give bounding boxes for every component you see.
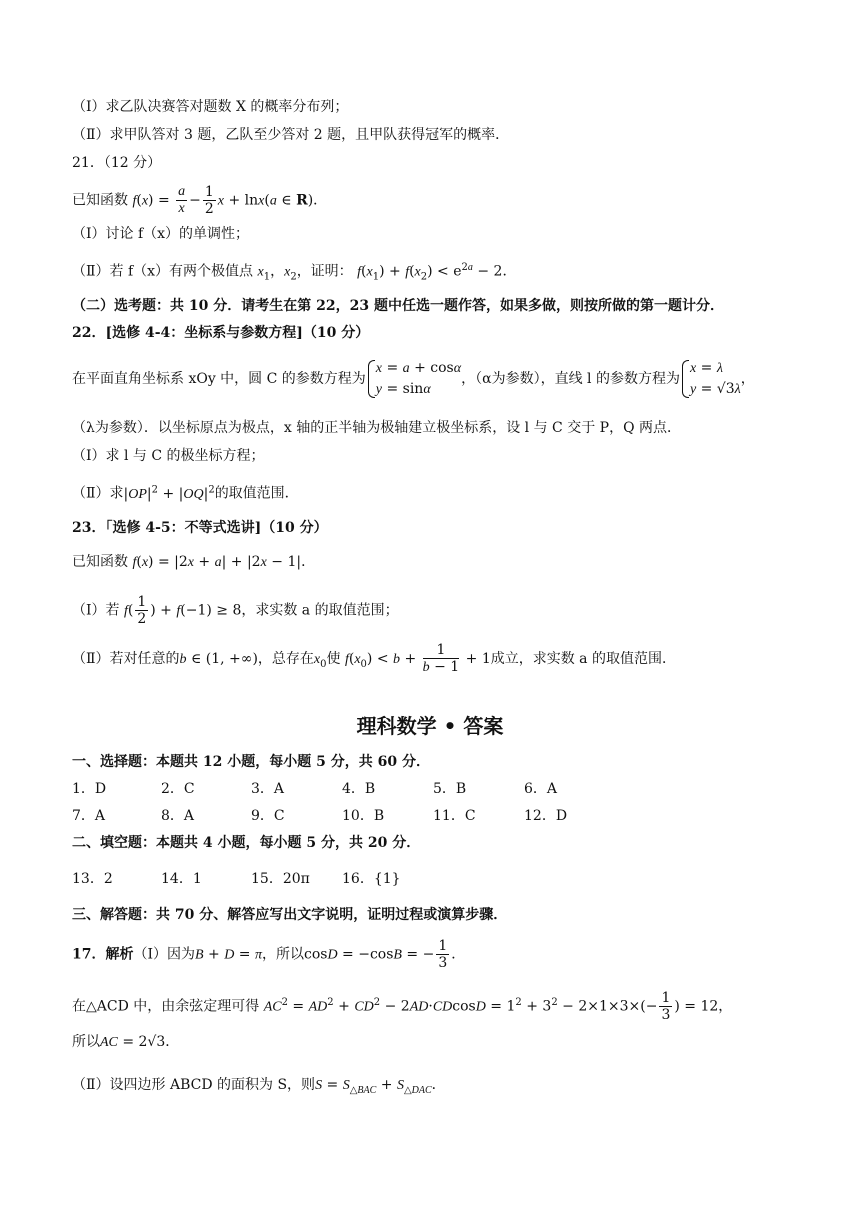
q17-line2: 在△ACD 中，由余弦定理可得 $AC^2 = AD^2 + CD^2 - 2AD\cdot CDcosD = 1^2 + 3^2 - 2\times 1\times 3\times(-$ $\frac{1}{3}$ ) = 12， <box>72 990 733 1023</box>
q17-part1: 17．解析（Ⅰ）因为B + D = π，所以cosD = −cosB = − $\frac{1}{3}$ ． <box>72 938 466 971</box>
choice-answer: 7．A <box>72 808 106 824</box>
fill-answer: 15．20π <box>251 871 310 887</box>
q17-part2-text: （Ⅱ）设四边形 ABCD 的面积为 S，则 <box>72 1077 316 1093</box>
choice-answer: 2．C <box>161 781 195 797</box>
q23-part1: （Ⅰ）若 f( $\frac{1}{2}$ ) + f(−1) ≥ 8，求实数 a 的取值范围； <box>72 594 399 627</box>
q17-part1-text-b: ，所以 <box>262 946 304 963</box>
fill-answer: 14．1 <box>161 871 202 887</box>
choice-answer: 9．C <box>251 808 285 824</box>
choice-answer: 1．D <box>72 781 107 797</box>
choice-answer: 5．B <box>433 781 467 797</box>
q22-part2-text-b: 的取值范围． <box>214 485 299 502</box>
q23-part2-text-c: 使 <box>326 651 341 667</box>
choice-answer: 6．A <box>524 781 558 797</box>
q22-expression: $|OP|^2 + |OQ|^2$ <box>123 484 215 502</box>
choice-answer: 8．A <box>161 808 195 824</box>
q23-part2: （Ⅱ）若对任意的b ∈ (1, +∞)，总存在$x_0$使 $f(x_0) < b$ + $\frac{1}{b - 1}$ + 1成立，求实数 a 的取值范围． <box>72 642 676 675</box>
q23-part2-text-d: 成立，求实数 a 的取值范围． <box>490 651 676 667</box>
q21-part2: （Ⅱ）若 f（x）有两个极值点 $x_1$，$x_2$，证明： $f(x_1) + f(x_2) < e^{2a} - 2$． <box>72 262 517 283</box>
q21-part1: （Ⅰ）讨论 f（x）的单调性； <box>72 226 250 242</box>
q21-intro-text: 已知函数 <box>72 192 128 209</box>
choice-answer: 3．A <box>251 781 285 797</box>
q23-part1-text-a: （Ⅰ）若 <box>72 602 120 619</box>
q23-intro-text: 已知函数 <box>72 554 128 570</box>
choice-answer: 10．B <box>342 808 385 824</box>
answer-title: 理科数学 • 答案 <box>356 714 504 738</box>
q20-part1: （Ⅰ）求乙队决赛答对题数 X 的概率分布列； <box>72 99 349 115</box>
circle-parametric-equation: x = a + cosα y = sinα <box>366 358 461 400</box>
q22-part2-text-a: （Ⅱ）求 <box>72 485 124 502</box>
q23-function-formula: f <box>132 555 137 570</box>
fill-answer-label: 16． <box>342 871 374 887</box>
q22-line2: （λ为参数）．以坐标原点为极点，x 轴的正半轴为极轴建立极坐标系，设 l 与 C 交于 P，Q 两点． <box>72 420 682 436</box>
q23-part1-text-b: ，求实数 a 的取值范围； <box>241 602 399 619</box>
line-parametric-equation: x = λ y = √3λ <box>680 358 741 400</box>
choice-answer: 11．C <box>433 808 476 824</box>
q22-intro: 在平面直角坐标系 xOy 中，圆 C 的参数方程为 x = a + cosα y = sinα ，（α为参数），直线 l 的参数方程为 x = λ y = √3λ ， <box>72 358 755 400</box>
solution-section-heading: 三、解答题：共 70 分、解答应写出文字说明，证明过程或演算步骤． <box>72 907 508 923</box>
q17-line3-text: 所以 <box>72 1034 100 1050</box>
q21-function-formula: f <box>132 193 137 209</box>
q23-part2-text-b: ，总存在 <box>257 651 314 667</box>
q21-part2-text-a: （Ⅱ）若 f（x）有两个极值点 <box>72 263 254 280</box>
q22-part2 <box>72 480 299 505</box>
q17-line3: 所以AC = 2√3． <box>72 1034 180 1050</box>
q17-part2: （Ⅱ）设四边形 ABCD 的面积为 S，则$S = S_{\triangle BAC} + S_{\triangle DAC}$． <box>72 1077 446 1096</box>
q21-part2-text-b: ，证明： <box>296 263 353 280</box>
q17-label: 17．解析 <box>72 946 134 963</box>
q23-intro: 已知函数 f(x) = |2x + a| + |2x − 1|． <box>72 554 316 570</box>
q21-inequality: f <box>357 264 362 280</box>
q22-part1: （Ⅰ）求 l 与 C 的极坐标方程； <box>72 448 265 464</box>
q17-part1-text-a: （Ⅰ）因为 <box>133 946 196 963</box>
fill-answer: 13．2 <box>72 871 113 887</box>
fill-section-heading: 二、填空题：本题共 4 小题，每小题 5 分，共 20 分． <box>72 835 421 851</box>
q23-part2-text-a: （Ⅱ）若对任意的 <box>72 651 180 667</box>
q22-intro-text-b: ，（α为参数），直线 l 的参数方程为 <box>461 371 680 387</box>
choice-answer: 12．D <box>524 808 568 824</box>
q23-header: 23．「选修 4-5：不等式选讲]（10 分） <box>72 520 328 536</box>
q22-intro-text-a: 在平面直角坐标系 xOy 中，圆 C 的参数方程为 <box>72 371 366 387</box>
q17-line2-text: 在△ACD 中，由余弦定理可得 <box>72 998 260 1015</box>
choice-answer: 4．B <box>342 781 376 797</box>
q20-part2: （Ⅱ）求甲队答对 3 题，乙队至少答对 2 题，且甲队获得冠军的概率． <box>72 127 510 143</box>
fill-answer <box>342 869 401 889</box>
q21-header: 21．（12 分） <box>72 155 162 171</box>
q21-intro: 已知函数 f(x) = $\frac{a}{x}$ − $\frac{1}{2}$ x + lnx(a ∈ R)． <box>72 184 328 217</box>
choice-section-heading: 一、选择题：本题共 12 小题，每小题 5 分，共 60 分． <box>72 754 430 770</box>
fill-answer-set: {1} <box>373 871 401 887</box>
elective-section-heading: （二）选考题：共 10 分．请考生在第 22，23 题中任选一题作答，如果多做，则按所做的第一题计分． <box>72 298 724 314</box>
q22-header: 22．[选修 4-4：坐标系与参数方程]（10 分） <box>72 325 370 341</box>
